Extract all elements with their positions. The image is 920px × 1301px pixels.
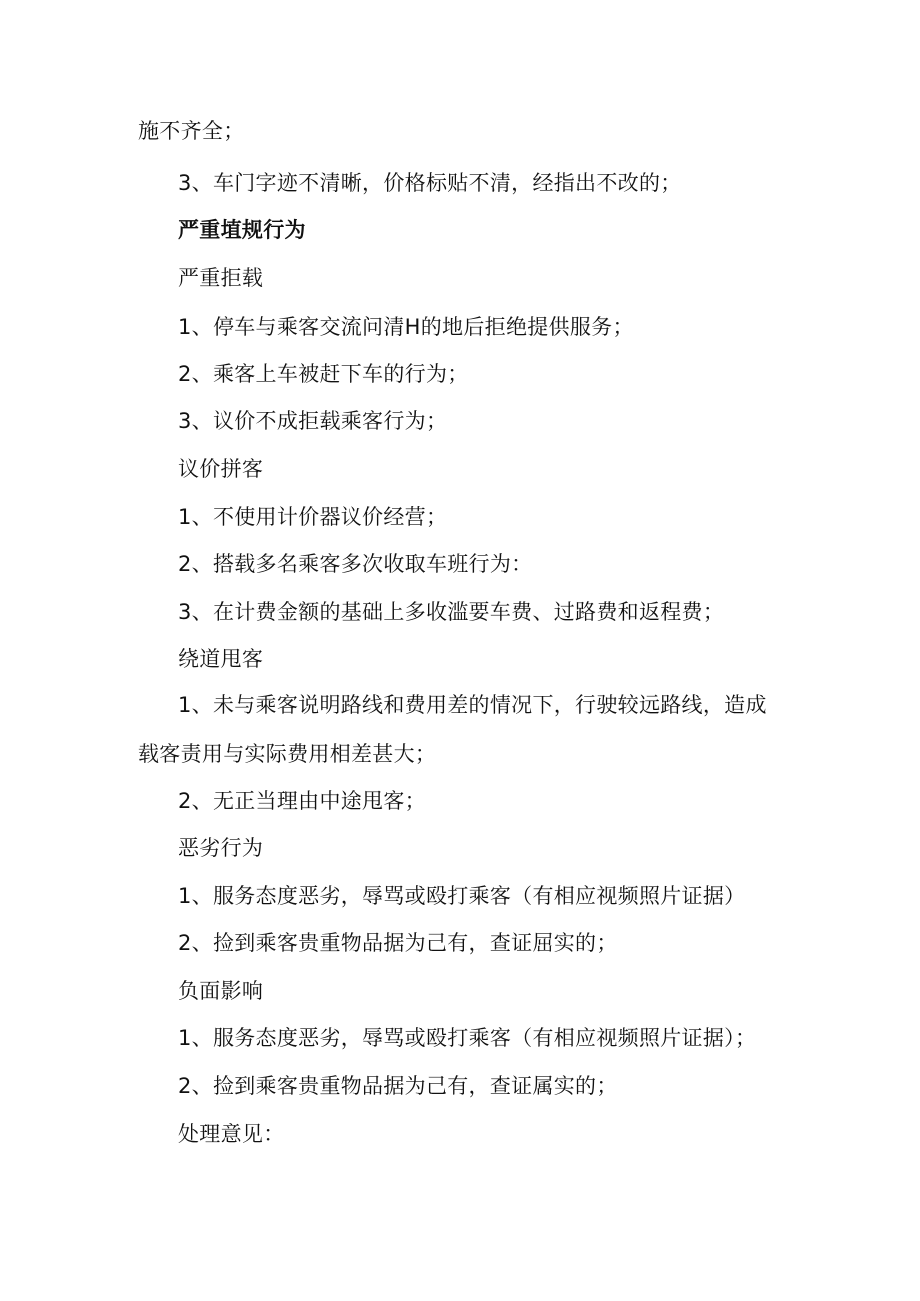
list-item: 3、在计费金额的基础上多收滥要车费、过路费和返程费；: [178, 600, 725, 624]
subsection-heading: 负面影响: [178, 979, 264, 1003]
list-item: 2、无正当理由中途甩客；: [178, 789, 426, 813]
list-item: 1、服务态度恶劣，辱骂或殴打乘客（有相应视频照片证据）；: [178, 1026, 757, 1050]
list-item: 2、乘客上车被赶下车的行为；: [178, 362, 469, 386]
list-item: 2、捡到乘客贵重物品据为己有，查证属实的；: [178, 1074, 618, 1098]
subsection-heading: 恶劣行为: [178, 836, 264, 860]
list-item: 1、不使用计价器议价经营；: [178, 505, 448, 529]
list-item: 2、搭载多名乘客多次收取车班行为：: [178, 552, 533, 576]
list-item: 3、车门字迹不清晰，价格标贴不清，经指出不改的；: [178, 171, 682, 195]
list-item: 2、捡到乘客贵重物品据为己有，查证屈实的；: [178, 931, 618, 955]
subsection-heading: 绕道甩客: [178, 647, 264, 671]
list-item: 1、未与乘客说明路线和费用差的情况下，行驶较远路线，造成: [178, 693, 767, 717]
text-line: 施不齐全；: [138, 119, 245, 143]
subsection-heading: 处理意见：: [178, 1122, 285, 1146]
subsection-heading: 严重拒载: [178, 266, 264, 290]
list-item: 1、停车与乘客交流问清H的地后拒绝提供服务；: [178, 315, 634, 339]
list-item: 1、服务态度恶劣，辱骂或殴打乘客（有相应视频照片证据）: [178, 884, 746, 908]
text-line: 载客责用与实际费用相差甚大；: [138, 742, 437, 766]
section-heading: 严重埴规行为: [178, 218, 306, 242]
list-item: 3、议价不成拒载乘客行为；: [178, 409, 448, 433]
subsection-heading: 议价拼客: [178, 457, 264, 481]
